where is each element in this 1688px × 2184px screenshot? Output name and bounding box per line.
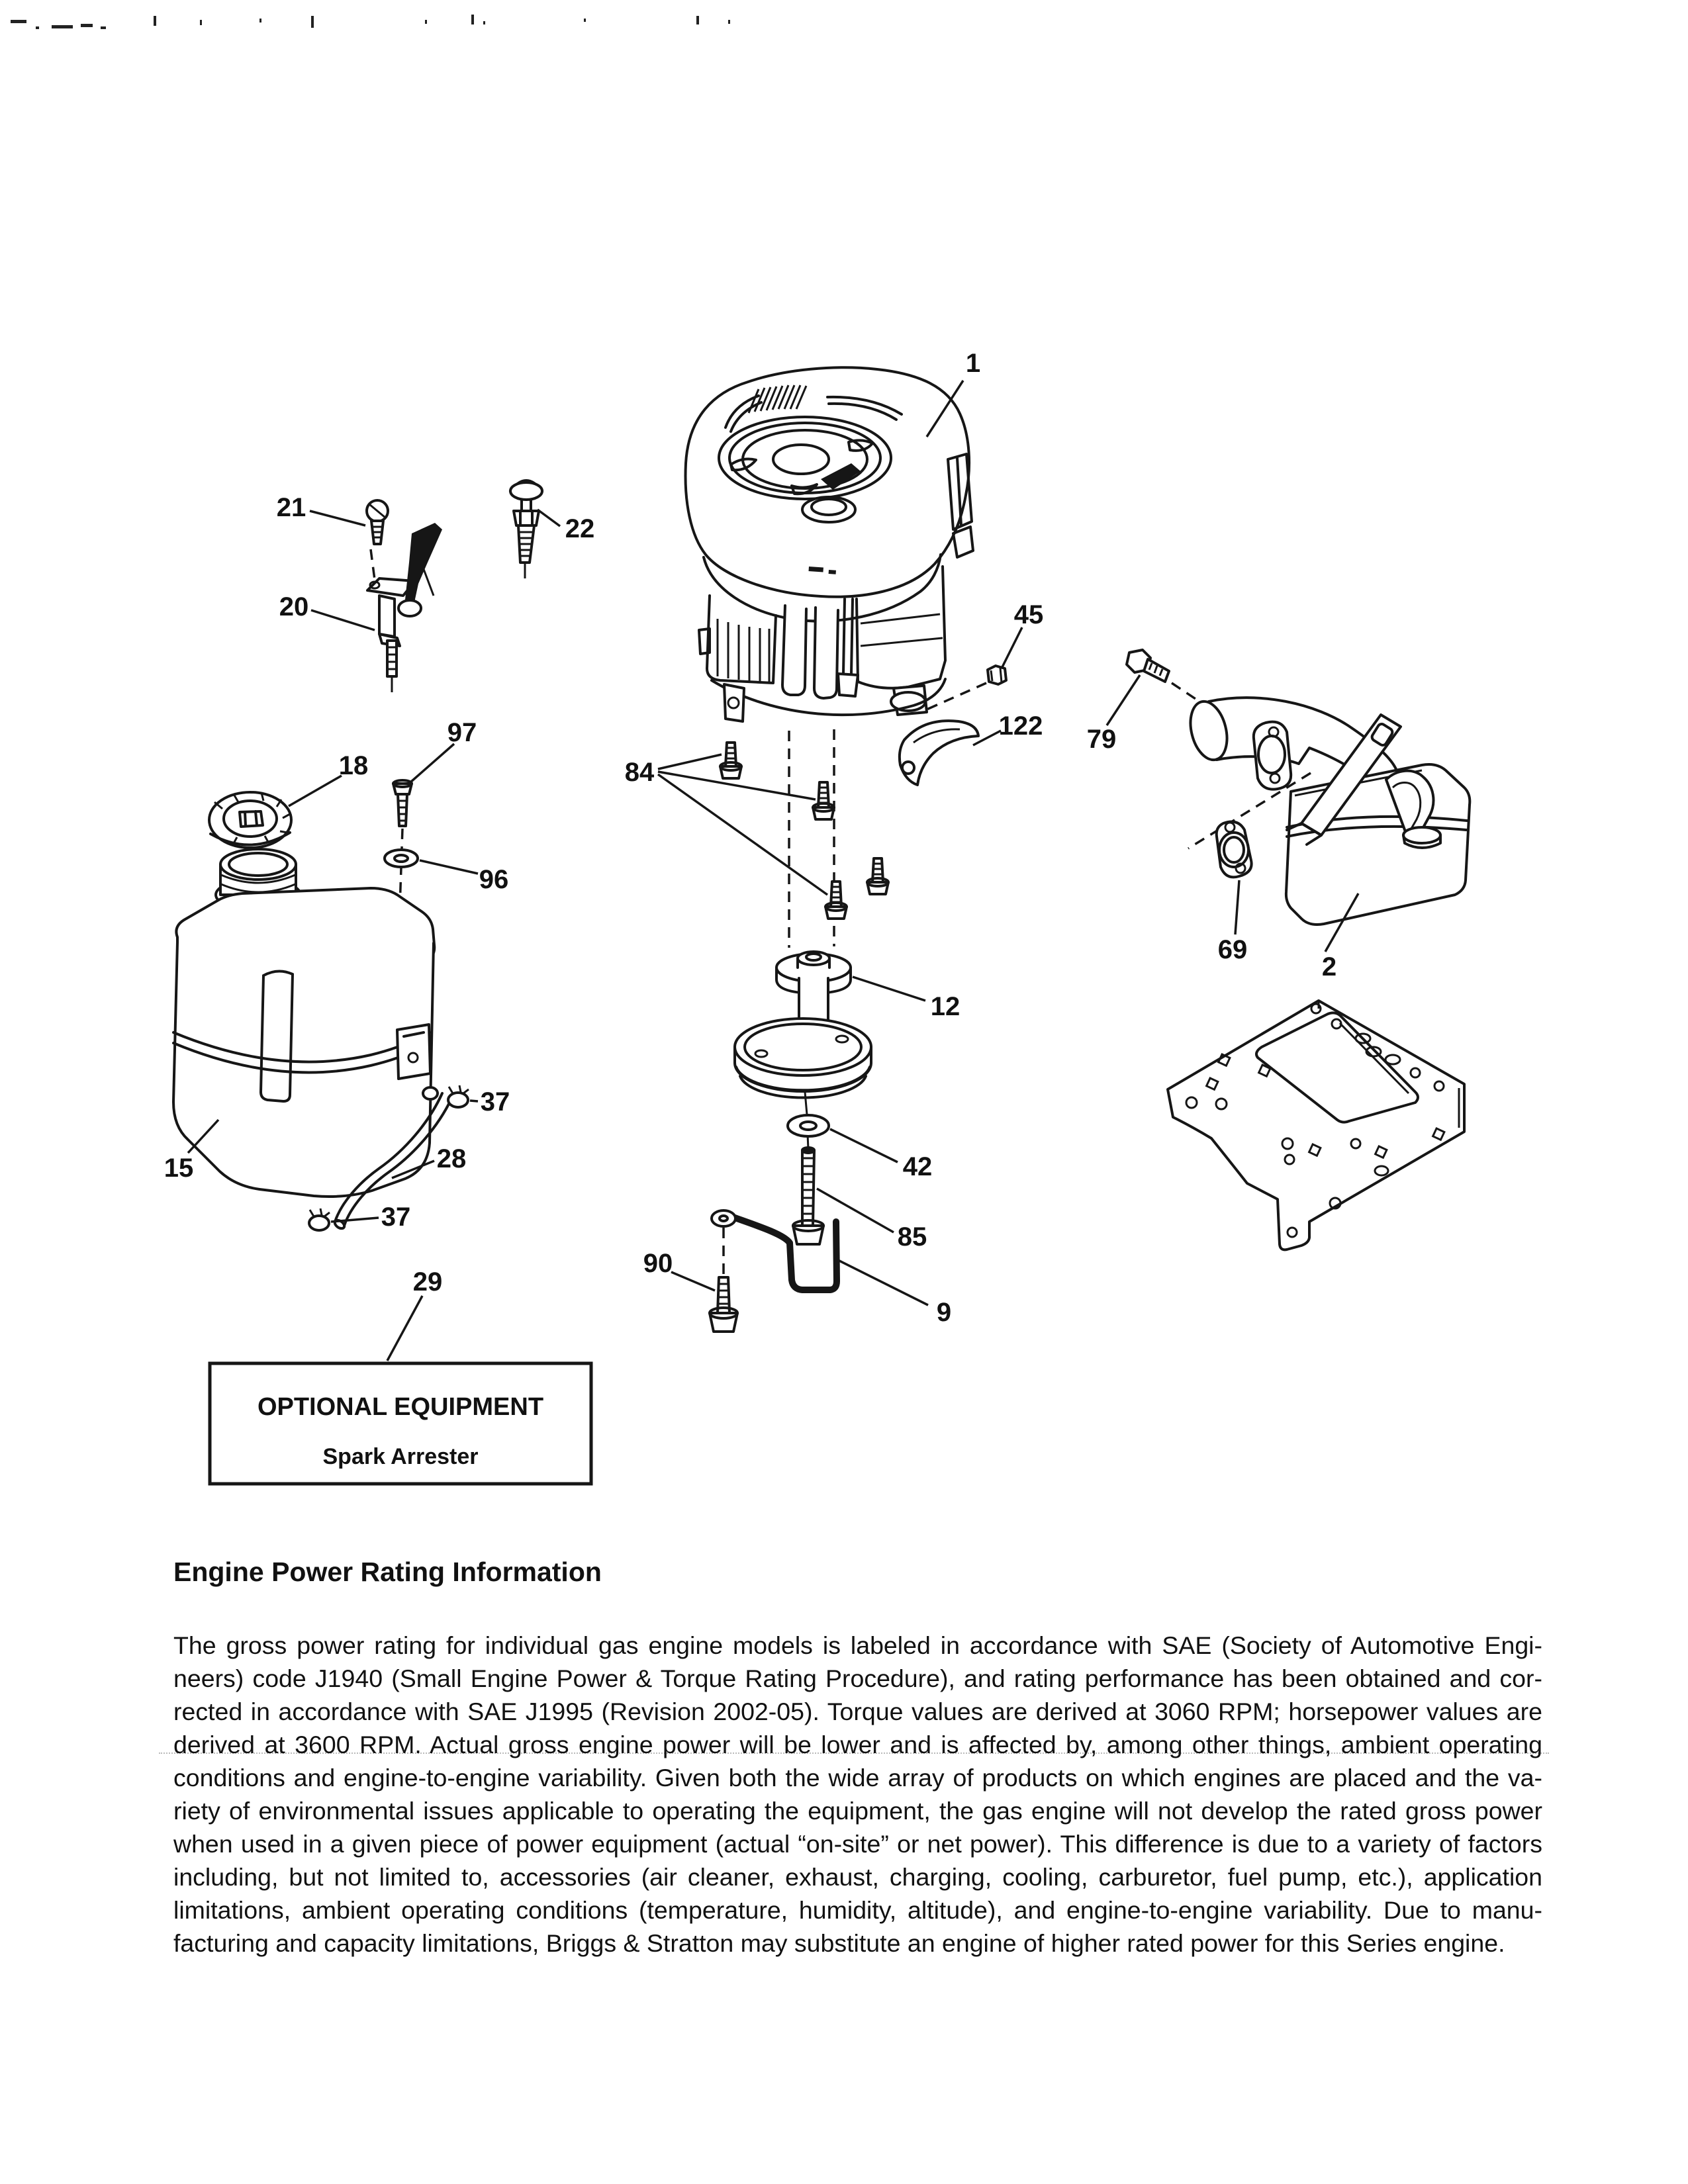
callout-42: 42 <box>902 1152 933 1181</box>
governor-screw <box>367 500 388 544</box>
callout-84: 84 <box>624 758 655 787</box>
callout-85: 85 <box>897 1222 927 1251</box>
engine-assembly <box>686 367 973 721</box>
tank-bolt-97 <box>393 780 412 826</box>
engine-power-rating-section <box>173 1557 1542 1960</box>
section-paragraph <box>173 1629 1542 1960</box>
bolt-84-d <box>867 858 888 894</box>
debris-guard-122 <box>900 721 978 785</box>
bolt-84-c <box>825 882 847 919</box>
paragraph-line: when used in a given piece of power equipment (actual “on-site” or net power). This difference is due to a variety of factors <box>173 1830 1542 1858</box>
optional-equipment-title: OPTIONAL EQUIPMENT <box>257 1393 544 1421</box>
paragraph-line: derived at 3600 RPM. Actual gross engine power will be lower and is affected by, among other things, ambient operating <box>173 1731 1542 1758</box>
callout-79: 79 <box>1086 725 1117 754</box>
callout-21: 21 <box>276 493 306 522</box>
flange-nut-45 <box>988 666 1006 684</box>
callout-18: 18 <box>338 751 369 780</box>
exhaust-gasket-69 <box>1217 822 1252 878</box>
paragraph-line: including, but not limited to, accessories (air cleaner, exhaust, charging, cooling, carburetor, fuel pump, etc.), application <box>173 1863 1542 1891</box>
callout-37-lower: 37 <box>381 1203 411 1232</box>
throttle-bracket <box>367 523 442 692</box>
callout-97: 97 <box>447 718 477 747</box>
callout-96: 96 <box>479 865 509 894</box>
paragraph-line: conditions and engine-to-engine variability. Given both the wide array of products on which engines are placed and the va- <box>173 1764 1542 1792</box>
paragraph-line: riety of environmental issues applicable to operating the equipment, the gas engine will not develop the rated gross power <box>173 1797 1542 1825</box>
callout-1: 1 <box>965 349 981 378</box>
bolt-90 <box>710 1277 737 1332</box>
washer-42 <box>788 1115 829 1136</box>
callout-37-upper: 37 <box>480 1087 510 1116</box>
fuel-cap <box>209 792 291 848</box>
bolt-85 <box>793 1148 823 1244</box>
callout-15: 15 <box>164 1154 194 1183</box>
bolt-84-b <box>813 782 834 819</box>
paragraph-line: limitations, ambient operating conditions (temperature, humidity, altitude), and engine-to-engine variability. Due to manu- <box>173 1896 1542 1924</box>
callout-29: 29 <box>412 1267 443 1297</box>
muffler-bolt-79 <box>1127 650 1169 682</box>
callout-9: 9 <box>936 1298 952 1327</box>
callout-28: 28 <box>436 1144 467 1173</box>
paragraph-line: rected in accordance with SAE J1995 (Revision 2002-05). Torque values are derived at 3060 RPM; horsepower values are <box>173 1698 1542 1725</box>
callout-12: 12 <box>930 992 961 1021</box>
callout-69: 69 <box>1217 935 1248 964</box>
callout-2: 2 <box>1321 952 1337 981</box>
paragraph-line: The gross power rating for individual gas engine models is labeled in accordance with SAE (Society of Automotive Engi- <box>173 1631 1542 1659</box>
mounting-plate <box>1168 1001 1464 1250</box>
bolt-84-a <box>720 743 741 778</box>
fuel-tank <box>173 849 438 1197</box>
paragraph-line: neers) code J1940 (Small Engine Power & Torque Rating Procedure), and rating performance has been obtained and cor- <box>173 1664 1542 1692</box>
choke-plunger <box>510 480 542 578</box>
washer-96 <box>385 850 418 867</box>
callout-20: 20 <box>279 592 309 621</box>
hose-clamp-lower <box>309 1208 330 1230</box>
callout-122: 122 <box>998 711 1043 741</box>
optional-equipment-box <box>210 1363 591 1484</box>
callout-90: 90 <box>643 1249 673 1278</box>
optional-equipment-subtitle: Spark Arrester <box>322 1444 479 1469</box>
section-heading: Engine Power Rating Information <box>173 1557 602 1587</box>
hose-clamp-upper <box>448 1085 469 1107</box>
callout-45: 45 <box>1013 600 1044 629</box>
callout-22: 22 <box>565 514 595 543</box>
engine-mount-bolts <box>720 743 888 919</box>
paragraph-line: facturing and capacity limitations, Briggs & Stratton may substitute an engine of higher rated power for this Series engine. <box>173 1929 1505 1957</box>
